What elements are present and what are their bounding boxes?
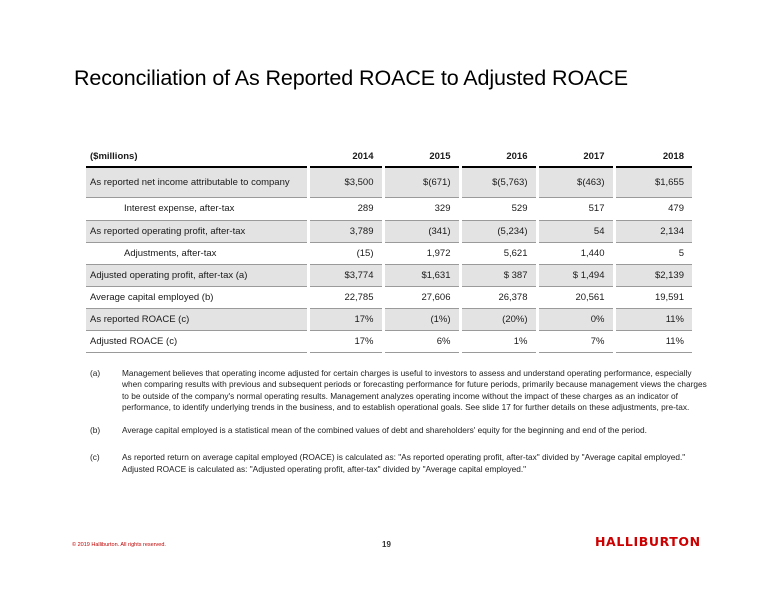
cell-value: 529 [460, 197, 537, 220]
footnote-text: Average capital employed is a statistical mean of the combined values of debt and shareholders' equity for the beginning and end of the period. [122, 425, 647, 436]
cell-value: 3,789 [308, 220, 383, 242]
roace-table [86, 146, 692, 353]
row-label: As reported operating profit, after-tax [86, 220, 308, 242]
footnote-key: (b) [90, 425, 101, 436]
cell-value: $3,774 [308, 264, 383, 286]
cell-value: (341) [383, 220, 460, 242]
cell-value: $(463) [537, 167, 614, 197]
cell-value: 5 [614, 242, 692, 264]
footnote-c [90, 452, 710, 475]
cell-value: 11% [614, 330, 692, 352]
cell-value: 2,134 [614, 220, 692, 242]
cell-value: 7% [537, 330, 614, 352]
table-row [86, 286, 692, 308]
cell-value: 26,378 [460, 286, 537, 308]
table-row [86, 242, 692, 264]
cell-value: $3,500 [308, 167, 383, 197]
row-label: Adjustments, after-tax [86, 242, 308, 264]
table-row [86, 308, 692, 330]
cell-value: (15) [308, 242, 383, 264]
copyright-text: © 2019 Halliburton. All rights reserved. [72, 542, 166, 548]
cell-value: (20%) [460, 308, 537, 330]
table-row [86, 220, 692, 242]
cell-value: $1,655 [614, 167, 692, 197]
cell-value: 17% [308, 330, 383, 352]
table-row [86, 197, 692, 220]
cell-value: 1% [460, 330, 537, 352]
footnote-text: As reported return on average capital employed (ROACE) is calculated as: "As reported operating profit, after-tax" divided by "Average capital employed." Adjusted ROACE is calculated as: "Adjusted operating profit, after-tax" divided by "Average capital employed." [122, 452, 686, 474]
year-header: 2016 [460, 146, 537, 167]
cell-value: $ 1,494 [537, 264, 614, 286]
table-row [86, 330, 692, 352]
footnote-text: Management believes that operating income adjusted for certain charges is useful to investors to assess and understand operating performance, especially when comparing results with previous and subsequent periods or forecasting performance for future periods, primarily because management views the charges to be outside of the company's normal operating results. Management analyzes operating income without the impact of these charges as an indicator of performance, to identify underlying trends in the business, and to establish operational goals. See slide 17 for further details on these adjustments, pre-tax. [122, 368, 707, 412]
cell-value: (5,234) [460, 220, 537, 242]
cell-value: 517 [537, 197, 614, 220]
row-label: Interest expense, after-tax [86, 197, 308, 220]
cell-value: 289 [308, 197, 383, 220]
cell-value: (1%) [383, 308, 460, 330]
table-header-row [86, 146, 692, 167]
footnote-a [90, 368, 710, 413]
footnote-key: (a) [90, 368, 101, 378]
page-number: 19 [382, 540, 391, 549]
cell-value: $ 387 [460, 264, 537, 286]
cell-value: 27,606 [383, 286, 460, 308]
cell-value: 1,440 [537, 242, 614, 264]
cell-value: 54 [537, 220, 614, 242]
row-label: Adjusted operating profit, after-tax (a) [86, 264, 308, 286]
year-header: 2017 [537, 146, 614, 167]
cell-value: 11% [614, 308, 692, 330]
footnotes [90, 368, 710, 475]
cell-value: 1,972 [383, 242, 460, 264]
cell-value: $1,631 [383, 264, 460, 286]
cell-value: 17% [308, 308, 383, 330]
cell-value: $(5,763) [460, 167, 537, 197]
cell-value: 5,621 [460, 242, 537, 264]
row-label: As reported ROACE (c) [86, 308, 308, 330]
table-row [86, 264, 692, 286]
year-header: 2015 [383, 146, 460, 167]
row-label: As reported net income attributable to company [86, 167, 308, 197]
cell-value: 19,591 [614, 286, 692, 308]
cell-value: 22,785 [308, 286, 383, 308]
halliburton-logo: HALLIBURTON [595, 534, 701, 549]
year-header: 2014 [308, 146, 383, 167]
cell-value: 0% [537, 308, 614, 330]
page-title: Reconciliation of As Reported ROACE to Adjusted ROACE [74, 66, 628, 90]
footnote-key: (c) [90, 452, 100, 463]
cell-value: $(671) [383, 167, 460, 197]
cell-value: 20,561 [537, 286, 614, 308]
unit-label: ($millions) [86, 146, 308, 167]
row-label: Average capital employed (b) [86, 286, 308, 308]
cell-value: $2,139 [614, 264, 692, 286]
cell-value: 479 [614, 197, 692, 220]
footnote-b [90, 425, 710, 436]
cell-value: 329 [383, 197, 460, 220]
table-row [86, 167, 692, 197]
year-header: 2018 [614, 146, 692, 167]
cell-value: 6% [383, 330, 460, 352]
row-label: Adjusted ROACE (c) [86, 330, 308, 352]
